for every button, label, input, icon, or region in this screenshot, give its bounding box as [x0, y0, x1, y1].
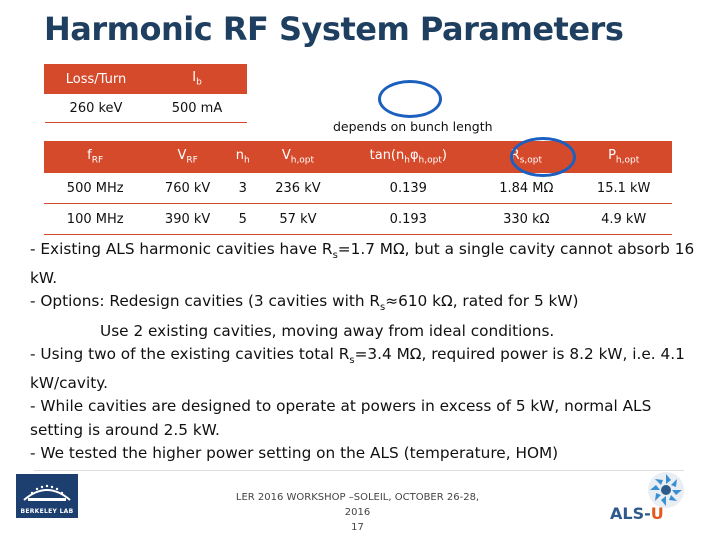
als-u-wordmark: ALS-U	[610, 504, 664, 523]
table-cell: 4.9 kW	[575, 204, 672, 235]
bullet-2: - Options: Redesign cavities (3 cavities with $R_s\approx 610$ kΩ, rated for 5 kW)	[30, 292, 579, 314]
bullet-2-cont: Use 2 existing cavities, moving away from ideal conditions.	[100, 321, 555, 340]
table-cell: 57 kV	[257, 204, 340, 235]
table-cell: 15.1 kW	[575, 173, 672, 204]
table-row	[44, 173, 672, 204]
table-cell: 500 MHz	[44, 173, 146, 204]
berkeley-lab-text: BERKELEY LAB	[20, 508, 74, 515]
header-rs-opt: $R_{s,opt}$	[477, 141, 575, 173]
footer	[230, 490, 485, 535]
header-ph-opt: $P_{h,opt}$	[575, 141, 672, 173]
header-loss-turn: Loss/Turn	[45, 65, 148, 94]
table-cell: 1.84 MΩ	[477, 173, 575, 204]
cell-ib: 500 mA	[148, 94, 247, 123]
table-cell: 390 kV	[146, 204, 229, 235]
bullet-5: - We tested the higher power setting on the ALS (temperature, HOM)	[30, 443, 559, 462]
page-number: 17	[351, 522, 364, 533]
footer-text: LER 2016 WORKSHOP –SOLEIL, OCTOBER 26-28, 2016	[235, 492, 480, 518]
header-ib: $I_b$	[148, 65, 247, 94]
highlight-oval-rs	[510, 137, 576, 177]
table-cell: 3	[229, 173, 257, 204]
header-frf: $f_{RF}$	[44, 141, 146, 173]
table-row	[44, 204, 672, 235]
highlight-oval	[378, 80, 442, 118]
table-cell: 0.193	[339, 204, 477, 235]
bullet-3: - Using two of the existing cavities total $R_s=3.4$ MΩ, required power is 8.2 kW, i.e. 4.1 kW/cavity.	[30, 344, 685, 393]
bullet-4: - While cavities are designed to operate at powers in excess of 5 kW, normal ALS setting is around 2.5 kW.	[30, 397, 652, 439]
table-cell: 760 kV	[146, 173, 229, 204]
cell-loss-turn: 260 keV	[45, 94, 148, 123]
berkeley-lab-logo	[16, 474, 78, 518]
header-tan: $\tan(n_h\varphi_{h,opt})$	[339, 141, 477, 173]
table-cell: 0.139	[339, 173, 477, 204]
rf-parameters-table	[44, 141, 672, 235]
header-nh: $n_h$	[229, 141, 257, 173]
bunch-length-note: depends on bunch length	[333, 119, 493, 134]
page-title: Harmonic RF System Parameters	[44, 10, 624, 48]
bullet-1: - Existing ALS harmonic cavities have $R_s=1.7$ MΩ, but a single cavity cannot absorb 16 kW.	[30, 240, 695, 288]
table-cell: 100 MHz	[44, 204, 146, 235]
body-text	[30, 238, 700, 465]
header-vh-opt: $V_{h,opt}$	[257, 141, 340, 173]
header-vrf: $V_{RF}$	[146, 141, 229, 173]
beam-parameters-table	[44, 64, 247, 123]
table-cell: 236 kV	[257, 173, 340, 204]
table-cell: 330 kΩ	[477, 204, 575, 235]
footer-divider	[34, 470, 684, 471]
table-cell: 5	[229, 204, 257, 235]
